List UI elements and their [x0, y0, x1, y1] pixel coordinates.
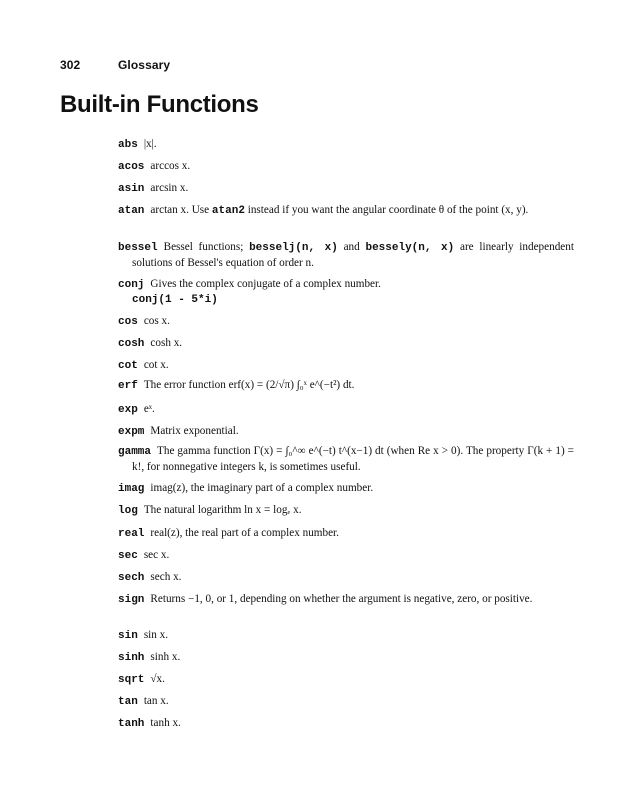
glossary-entry-atan: [118, 203, 574, 219]
function-description: real(z), the real part of a complex number.: [150, 527, 339, 539]
glossary-entry-conj: [118, 277, 574, 308]
function-name: sqrt: [118, 674, 145, 686]
function-name: imag: [118, 483, 145, 495]
inline-code: atan2: [211, 205, 245, 217]
glossary-entry-cot: [118, 358, 574, 374]
function-description: tanh x.: [150, 717, 181, 729]
function-description: The natural logarithm ln x = logₑ x.: [143, 504, 302, 516]
function-description: sinh x.: [150, 651, 181, 663]
function-name: cos: [118, 316, 138, 328]
function-description: arcsin x.: [150, 182, 189, 194]
function-name: real: [118, 528, 145, 540]
glossary-entry-sqrt: [118, 672, 574, 688]
glossary-entry-abs: [118, 137, 574, 153]
glossary-entry-expm: [118, 424, 574, 440]
function-name: tan: [118, 696, 138, 708]
running-head: [60, 58, 170, 72]
function-description: cosh x.: [150, 337, 183, 349]
inline-code: bessely(n, x): [365, 242, 455, 254]
glossary-entry-gamma: [118, 444, 574, 475]
glossary-entry-asin: [118, 181, 574, 197]
inline-code: besselj(n, x): [249, 242, 338, 254]
function-description: Gives the complex conjugate of a complex number.: [150, 278, 381, 290]
glossary-entry-cosh: [118, 336, 574, 352]
function-description: The error function erf(x) = (2/√π) ∫₀ˣ e^(−t²) dt.: [143, 379, 355, 391]
glossary-entry-sec: [118, 548, 574, 564]
function-description: sec x.: [143, 549, 170, 561]
function-description: √x.: [150, 673, 165, 685]
code-example: conj(1 - 5*i): [132, 294, 218, 306]
function-description-mid: and: [337, 241, 366, 253]
page-number: 302: [60, 58, 81, 72]
function-description: Returns −1, 0, or 1, depending on whether the argument is negative, zero, or positive.: [150, 593, 533, 605]
function-description-cont: instead if you want the angular coordinate θ of the point (x, y).: [244, 204, 529, 216]
glossary-entry-real: [118, 526, 574, 542]
function-description: Bessel functions;: [163, 241, 250, 253]
function-name: atan: [118, 205, 145, 217]
function-name: acos: [118, 161, 145, 173]
function-name: conj: [118, 279, 145, 291]
glossary-entry-sign: [118, 592, 574, 608]
function-description: cos x.: [143, 315, 170, 327]
function-name: log: [118, 505, 138, 517]
function-description: cot x.: [143, 359, 169, 371]
glossary-entry-cos: [118, 314, 574, 330]
running-head-section: Glossary: [118, 58, 171, 72]
function-description: arccos x.: [150, 160, 191, 172]
function-name: exp: [118, 404, 138, 416]
function-description: arctan x. Use: [150, 204, 212, 216]
glossary-entry-acos: [118, 159, 574, 175]
function-name: tanh: [118, 718, 145, 730]
glossary-entry-bessel: [118, 240, 574, 271]
function-name: sinh: [118, 652, 145, 664]
function-name: abs: [118, 139, 138, 151]
function-description: sin x.: [143, 629, 169, 641]
function-description: eˣ.: [143, 403, 155, 415]
function-description: The gamma function Γ(x) = ∫₀^∞ e^(−t) t^(x−1) dt (when Re x > 0). The property Γ(k + 1) = k!, for nonnegative integers k, is sometimes useful.: [132, 445, 574, 473]
glossary-entry-tan: [118, 694, 574, 710]
glossary-entry-erf: [118, 378, 574, 394]
function-name: cot: [118, 360, 138, 372]
glossary-entry-sinh: [118, 650, 574, 666]
function-name: expm: [118, 426, 145, 438]
function-description: tan x.: [143, 695, 169, 707]
function-name: sin: [118, 630, 138, 642]
function-description: sech x.: [150, 571, 182, 583]
glossary-entry-log: [118, 503, 574, 519]
function-name: bessel: [118, 242, 158, 254]
function-name: asin: [118, 183, 145, 195]
function-description: |x|.: [143, 138, 157, 150]
function-name: sech: [118, 572, 145, 584]
function-name: sign: [118, 594, 145, 606]
glossary-entry-imag: [118, 481, 574, 497]
function-description-cont: are linearly independent solutions of Bessel's equation of order n.: [132, 241, 574, 269]
function-description: Matrix exponential.: [150, 425, 239, 437]
glossary-entry-tanh: [118, 716, 574, 732]
function-name: sec: [118, 550, 138, 562]
function-name: cosh: [118, 338, 145, 350]
section-title: Built-in Functions: [60, 91, 259, 118]
glossary-entry-sin: [118, 628, 574, 644]
function-name: gamma: [118, 446, 152, 458]
function-description: imag(z), the imaginary part of a complex number.: [150, 482, 374, 494]
glossary-entry-sech: [118, 570, 574, 586]
function-name: erf: [118, 380, 138, 392]
glossary-entry-exp: [118, 402, 574, 418]
